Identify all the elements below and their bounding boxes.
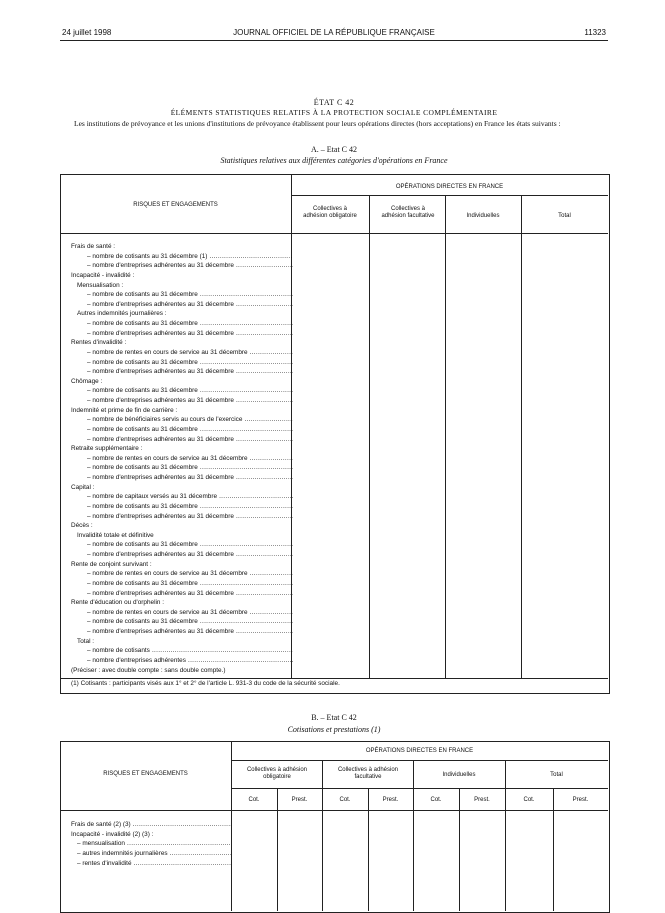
table-b-col-group: OPÉRATIONS DIRECTES EN FRANCE: [365, 748, 474, 754]
table-row: [71, 473, 293, 483]
table-a-col-2: Collectives à adhésion facultative: [381, 206, 435, 219]
header-date: 24 juillet 1998: [62, 28, 112, 37]
table-a-col-group: OPÉRATIONS DIRECTES EN FRANCE: [395, 184, 504, 190]
row-label: – nombre d'entreprises adhérentes: [87, 656, 186, 664]
row-label: – nombre de rentes en cours de service au 31 décembre: [87, 454, 248, 462]
row-label: Chômage :: [71, 377, 103, 385]
section-b-heading: B. – Etat C 42: [311, 713, 357, 722]
table-row: [71, 454, 293, 464]
section-a-subtitle: Statistiques relatives aux différentes catégories d'opérations en France: [220, 156, 448, 165]
row-label: – nombre d'entreprises adhérentes au 31 décembre: [87, 628, 234, 635]
row-label: – nombre de rentes en cours de service au 31 décembre: [87, 570, 248, 578]
table-row: [71, 646, 293, 656]
table-row: [71, 281, 293, 291]
row-label: – nombre d'entreprises adhérentes au 31 décembre: [87, 397, 234, 404]
row-label: Rentes d'invalidité :: [71, 339, 127, 347]
row-label: – nombre de cotisants au 31 décembre: [87, 387, 198, 395]
row-label: – nombre de cotisants au 31 décembre: [87, 425, 198, 433]
table-row: [71, 849, 231, 859]
table-row: [71, 309, 293, 319]
table-b-cot-1: Cot.: [248, 797, 260, 803]
table-row: [71, 358, 293, 368]
row-label: – nombre de capitaux versés au 31 décembre: [87, 493, 218, 501]
table-row: [71, 290, 293, 300]
table-row: [71, 540, 293, 550]
row-label: Indemnité et prime de fin de carrière :: [71, 406, 178, 414]
document-title: ÉLÉMENTS STATISTIQUES RELATIFS À LA PROTECTION SOCIALE COMPLÉMENTAIRE: [170, 108, 498, 117]
table-row: [71, 820, 231, 830]
table-b-rule: [231, 788, 608, 789]
table-row: [71, 338, 293, 348]
row-label: – nombre de cotisants au 31 décembre: [87, 541, 198, 549]
row-label: – nombre de cotisants au 31 décembre: [87, 579, 198, 587]
table-row: [71, 531, 293, 541]
table-row: [71, 261, 293, 271]
table-row: [71, 598, 293, 608]
table-row: [71, 386, 293, 396]
row-label: – nombre d'entreprises adhérentes au 31 décembre: [87, 329, 234, 337]
section-b-subtitle: Cotisations et prestations (1): [287, 725, 381, 734]
section-a-heading: A. – Etat C 42: [311, 145, 357, 154]
table-b-cot-3: Cot.: [430, 797, 442, 803]
table-row: [71, 589, 293, 599]
table-a-divider: [445, 195, 446, 678]
table-row: [71, 560, 293, 570]
table-a-divider: [521, 195, 522, 678]
etat-title: ÉTAT C 42: [313, 98, 355, 107]
row-label: Retraite supplémentaire :: [71, 445, 143, 453]
table-b-prest-1: Prest.: [291, 797, 308, 803]
row-label: – nombre d'entreprises adhérentes au 31 décembre: [87, 368, 234, 376]
table-row: [71, 444, 293, 454]
table-row: [71, 521, 293, 531]
row-label: – nombre d'entreprises adhérentes au 31 décembre: [87, 300, 234, 308]
table-row: [71, 637, 293, 647]
row-label: – nombre de cotisants au 31 décembre (1): [87, 252, 208, 260]
row-label: – nombre d'entreprises adhérentes au 31 décembre: [87, 262, 234, 270]
header-rule: [60, 40, 608, 41]
row-label: – nombre de cotisants au 31 décembre: [87, 358, 198, 366]
table-row: [71, 666, 293, 676]
table-b-prest-2: Prest.: [382, 797, 399, 803]
row-label: – nombre de cotisants au 31 décembre: [87, 320, 198, 327]
row-label: – mensualisation: [77, 840, 125, 848]
table-row: [71, 627, 293, 637]
table-b-cot-2: Cot.: [339, 797, 351, 803]
table-a-divider: [369, 195, 370, 678]
table-b-col-4: Total: [550, 772, 563, 778]
row-label: – nombre de cotisants au 31 décembre: [87, 464, 198, 472]
table-row: [71, 252, 293, 262]
table-b-prest-4: Prest.: [572, 797, 589, 803]
row-label: – nombre d'entreprises adhérentes au 31 décembre: [87, 474, 234, 481]
table-row: [71, 830, 231, 840]
table-row: [71, 348, 293, 358]
table-row: [71, 406, 293, 416]
table-row: [71, 502, 293, 512]
table-row: [71, 617, 293, 627]
row-label: – nombre de rentes en cours de service au 31 décembre: [87, 608, 248, 616]
table-b-divider: [505, 760, 506, 911]
row-label: – nombre d'entreprises adhérentes au 31 décembre: [87, 512, 234, 520]
table-row: [71, 425, 293, 435]
table-row: [71, 483, 293, 493]
row-label: – nombre de bénéficiaires servis au cours de l'exercice: [87, 416, 243, 424]
row-label: – nombre d'entreprises adhérentes au 31 décembre: [87, 551, 234, 558]
table-row: [71, 435, 293, 445]
table-b-divider: [553, 788, 554, 911]
row-label: – autres indemnités journalières: [77, 849, 168, 857]
row-label: Rente de conjoint survivant :: [71, 560, 152, 568]
row-label: Autres indemnités journalières :: [77, 310, 167, 318]
header-journal: JOURNAL OFFICIEL DE LA RÉPUBLIQUE FRANÇAISE: [233, 28, 435, 37]
row-label: – nombre de cotisants au 31 décembre: [87, 618, 198, 626]
table-row: [71, 492, 293, 502]
table-row: [71, 396, 293, 406]
table-b-col-2: Collectives à adhésion facultative: [337, 767, 399, 780]
table-row: [71, 463, 293, 473]
table-row: [71, 300, 293, 310]
table-row: [71, 377, 293, 387]
table-b-divider: [231, 741, 232, 911]
table-row: [71, 656, 293, 666]
row-label: – nombre d'entreprises adhérentes au 31 décembre: [87, 589, 234, 597]
row-label: – nombre d'entreprises adhérentes au 31 décembre: [87, 435, 234, 443]
table-a-rule: [291, 195, 608, 196]
table-row: [71, 608, 293, 618]
table-b-divider: [459, 788, 460, 911]
intro-paragraph: Les institutions de prévoyance et les unions d'institutions de prévoyance établissent pour leurs opérations directes (hors acceptations) en France les états suivants :: [74, 119, 561, 128]
table-row: [71, 569, 293, 579]
table-a-footnote: (1) Cotisants : participants visés aux 1° et 2° de l'article L. 931-3 du code de la sécurité sociale.: [71, 680, 340, 687]
row-label: Frais de santé :: [71, 243, 116, 250]
row-label: Frais de santé (2) (3): [71, 821, 131, 828]
row-label: – nombre de cotisants: [87, 647, 150, 655]
table-b-divider: [368, 788, 369, 911]
table-row: [71, 550, 293, 560]
table-row: [71, 839, 231, 849]
table-b-prest-3: Prest.: [474, 797, 490, 803]
table-row: [71, 859, 231, 869]
table-a-rule: [60, 678, 608, 679]
table-row: [71, 271, 293, 281]
row-label: – nombre de cotisants au 31 décembre: [87, 291, 198, 299]
table-row: [71, 242, 293, 252]
table-row: [71, 319, 293, 329]
row-label: Rente d'éducation ou d'orphelin :: [71, 599, 165, 607]
table-row: [71, 512, 293, 522]
table-b-divider: [277, 788, 278, 911]
table-a-rule: [60, 233, 608, 234]
row-label: Capital :: [71, 483, 95, 491]
table-b-divider: [322, 760, 323, 911]
row-label: Mensualisation :: [77, 281, 124, 289]
row-label: – nombre de rentes en cours de service au 31 décembre: [87, 348, 248, 356]
table-b-rows: [71, 820, 231, 868]
page-header: [62, 28, 606, 40]
row-label: Invalidité totale et définitive: [77, 531, 154, 539]
row-label: Incapacité - invalidité (2) (3) :: [71, 830, 154, 838]
row-label: (Préciser : avec double compte : sans double compte.): [71, 666, 226, 674]
header-page-number: 11323: [584, 28, 606, 37]
table-b-col-main: RISQUES ET ENGAGEMENTS: [103, 771, 188, 777]
table-b-col-1: Collectives à adhésion obligatoire: [246, 767, 308, 780]
row-label: – rentes d'invalidité: [77, 859, 132, 867]
table-b-col-3: Individuelles: [442, 772, 476, 778]
row-label: – nombre de cotisants au 31 décembre: [87, 502, 198, 510]
row-label: Incapacité - invalidité :: [71, 271, 135, 279]
table-a-col-1: Collectives à adhésion obligatoire: [303, 206, 357, 219]
table-row: [71, 579, 293, 589]
table-b-rule: [60, 810, 608, 811]
table-a-col-4: Total: [558, 213, 571, 219]
table-row: [71, 415, 293, 425]
table-a-col-main: RISQUES ET ENGAGEMENTS: [133, 202, 218, 208]
table-row: [71, 367, 293, 377]
table-b-cot-4: Cot.: [523, 797, 535, 803]
table-row: [71, 329, 293, 339]
table-b-divider: [413, 760, 414, 911]
table-b-rule: [231, 760, 608, 761]
table-a-col-3: Individuelles: [466, 213, 500, 219]
table-a-rows: [71, 242, 293, 675]
row-label: Décès :: [71, 522, 93, 530]
row-label: Total :: [77, 637, 95, 645]
